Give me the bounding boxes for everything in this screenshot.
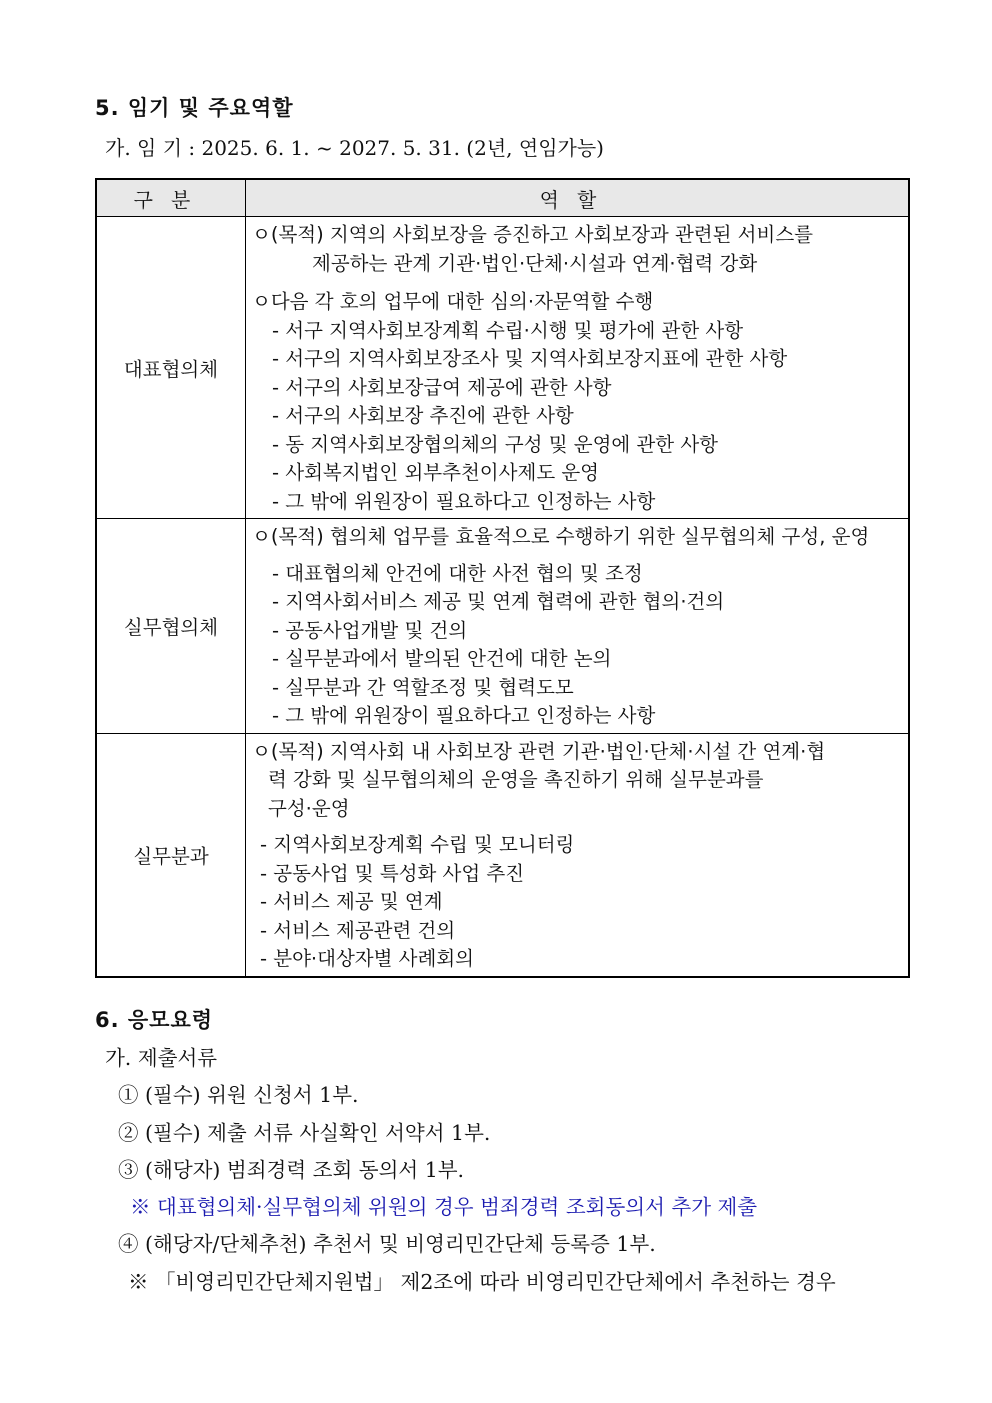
list-item: - 지역사회보장계획 수립 및 모니터링: [260, 833, 575, 856]
list-item: - 동 지역사회보장협의체의 구성 및 운영에 관한 사항: [272, 432, 719, 456]
purpose-text-cont: 제공하는 관계 기관·법인·단체·시설과 연계·협력 강화: [312, 251, 758, 275]
list-item: ① (필수) 위원 신청서 1부.: [118, 1083, 359, 1107]
section-6-heading: 6. 응모요령: [95, 1008, 214, 1032]
list-item: - 사회복지법인 외부추천이사제도 운영: [272, 461, 600, 484]
list-item: - 대표협의체 안건에 대한 사전 협의 및 조정: [272, 561, 643, 585]
list-item: - 실무분과 간 역할조정 및 협력도모: [272, 675, 574, 699]
purpose-text-cont: 력 강화 및 실무협의체의 운영을 촉진하기 위해 실무분과를: [268, 768, 764, 791]
note-criminal-record: ※ 대표협의체·실무협의체 위원의 경우 범죄경력 조회동의서 추가 제출: [130, 1195, 758, 1219]
row-roles: [246, 217, 910, 519]
row-roles: [246, 733, 910, 977]
table-row: [96, 519, 909, 734]
submission-subheading: 가. 제출서류: [105, 1046, 218, 1070]
row-roles: [246, 519, 910, 734]
list-item: - 실무분과에서 발의된 안건에 대한 논의: [272, 647, 612, 670]
purpose-text-cont2: 구성·운영: [268, 796, 350, 820]
row-category: 실무분과: [96, 733, 246, 977]
list-item: - 공동사업 및 특성화 사업 추진: [260, 861, 525, 885]
purpose-text: ㅇ(목적) 지역사회 내 사회보장 관련 기관·법인·단체·시설 간 연계·협: [252, 739, 826, 763]
table-row: [96, 733, 909, 977]
list-item: - 서비스 제공관련 건의: [260, 918, 456, 942]
header-category: 구분: [96, 179, 246, 217]
list-item: - 서구의 지역사회보장조사 및 지역사회보장지표에 관한 사항: [272, 347, 788, 370]
purpose-text: ㅇ(목적) 지역의 사회보장을 증진하고 사회보장과 관련된 서비스를: [252, 223, 814, 246]
list-item: ② (필수) 제출 서류 사실확인 서약서 1부.: [118, 1121, 491, 1145]
table-header-row: [96, 179, 909, 217]
note-nonprofit: ※ 「비영리민간단체지원법」 제2조에 따라 비영리민간단체에서 추천하는 경우: [128, 1270, 836, 1294]
header-role: 역할: [246, 179, 910, 217]
list-item: - 그 밖에 위원장이 필요하다고 인정하는 사항: [272, 489, 656, 513]
list-item: - 분야·대상자별 사례회의: [260, 947, 475, 970]
list-item: ④ (해당자/단체추천) 추천서 및 비영리민간단체 등록증 1부.: [118, 1232, 656, 1256]
purpose-text: ㅇ(목적) 협의체 업무를 효율적으로 수행하기 위한 실무협의체 구성, 운영: [252, 525, 870, 548]
table-row: [96, 217, 909, 519]
list-item: - 공동사업개발 및 건의: [272, 618, 468, 642]
list-item: - 서구 지역사회보장계획 수립·시행 및 평가에 관한 사항: [272, 318, 744, 342]
term-line: 가. 임 기 : 2025. 6. 1. ~ 2027. 5. 31. (2년, 연임가능): [105, 136, 604, 160]
duties-lead: ㅇ다음 각 호의 업무에 대한 심의·자문역할 수행: [252, 290, 654, 313]
list-item: - 지역사회서비스 제공 및 연계 협력에 관한 협의·건의: [272, 590, 725, 613]
list-item: - 서비스 제공 및 연계: [260, 890, 443, 913]
section-5-heading: 5. 임기 및 주요역할: [95, 96, 294, 120]
row-category: 실무협의체: [96, 519, 246, 734]
list-item: - 그 밖에 위원장이 필요하다고 인정하는 사항: [272, 704, 656, 727]
list-item: - 서구의 사회보장급여 제공에 관한 사항: [272, 375, 612, 399]
list-item: ③ (해당자) 범죄경력 조회 동의서 1부.: [118, 1158, 465, 1182]
list-item: - 서구의 사회보장 추진에 관한 사항: [272, 404, 574, 427]
roles-table: [95, 178, 910, 978]
row-category: 대표협의체: [96, 217, 246, 519]
